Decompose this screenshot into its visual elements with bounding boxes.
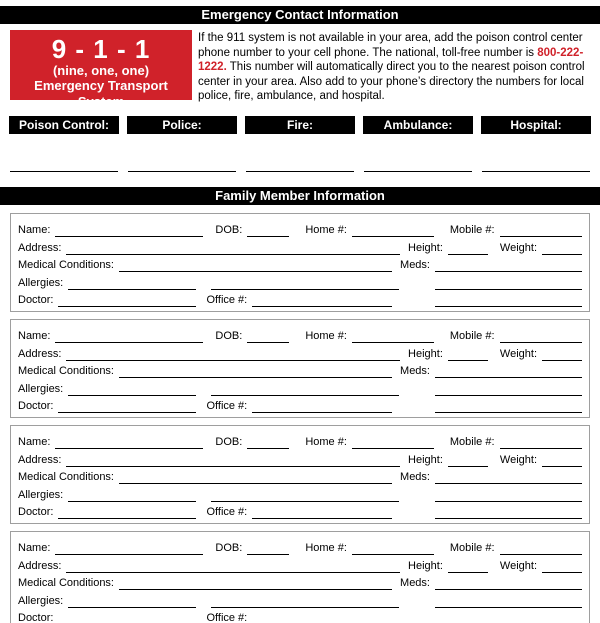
address-blank-line (66, 561, 400, 573)
allergies-label: Allergies: (18, 276, 64, 289)
address-label: Address: (18, 559, 62, 572)
member-row-doctor (18, 502, 582, 519)
address-blank-line (66, 349, 400, 361)
allergies-blank-line (68, 384, 196, 396)
mobile-phone-label: Mobile #: (449, 330, 495, 343)
label-hospital: Hospital: (481, 116, 591, 134)
medical-conditions-blank-line (119, 578, 392, 590)
height-label: Height: (408, 241, 443, 254)
mobile-phone-label: Mobile #: (449, 436, 495, 449)
doctor-label: Doctor: (18, 293, 54, 306)
meds-label: Meds: (400, 259, 430, 272)
weight-blank-line (542, 349, 582, 361)
home-phone-blank-line (352, 543, 434, 555)
dob-label: DOB: (215, 224, 243, 237)
name-blank-line (55, 331, 203, 343)
911-code-words: (nine, one, one) (52, 63, 150, 78)
allergies-label: Allergies: (18, 382, 64, 395)
home-phone-blank-line (352, 437, 434, 449)
emergency-contacts-labels (9, 116, 591, 134)
allergies-label: Allergies: (18, 594, 64, 607)
label-ambulance: Ambulance: (363, 116, 473, 134)
height-blank-line (448, 243, 488, 255)
doctor-blank-line (58, 401, 196, 413)
911-code: 9 - 1 - 1 (51, 34, 151, 64)
doctor-blank-line (58, 507, 196, 519)
dob-blank-line (247, 543, 289, 555)
allergies-continuation-line (211, 384, 399, 396)
member-row-address (18, 343, 582, 360)
office-phone-label: Office #: (206, 611, 248, 623)
poison-control-paragraph (198, 30, 590, 104)
office-phone-blank-line (252, 507, 392, 519)
allergies-blank-line (68, 490, 196, 502)
home-phone-blank-line (352, 225, 434, 237)
name-blank-line (55, 225, 203, 237)
weight-label: Weight: (499, 453, 537, 466)
label-police: Police: (127, 116, 237, 134)
medical-conditions-label: Medical Conditions: (18, 471, 114, 484)
height-label: Height: (408, 453, 443, 466)
name-blank-line (55, 437, 203, 449)
mobile-phone-blank-line (500, 225, 582, 237)
dob-label: DOB: (215, 330, 243, 343)
member-row-medical (18, 467, 582, 484)
poison-control-phone-number: 800-222-1222. (198, 46, 584, 74)
meds-blank-line (435, 472, 582, 484)
meds-continuation-line-2 (435, 613, 582, 623)
name-label: Name: (18, 436, 51, 449)
meds-blank-line (435, 260, 582, 272)
weight-label: Weight: (499, 559, 537, 572)
medical-conditions-label: Medical Conditions: (18, 577, 114, 590)
member-row-address (18, 555, 582, 572)
meds-continuation-line-2 (435, 507, 582, 519)
address-blank-line (66, 243, 400, 255)
mobile-phone-blank-line (500, 543, 582, 555)
member-row-address (18, 449, 582, 466)
height-label: Height: (408, 347, 443, 360)
height-label: Height: (408, 559, 443, 572)
dob-blank-line (247, 225, 289, 237)
medical-conditions-label: Medical Conditions: (18, 259, 114, 272)
member-row-allergies (18, 378, 582, 395)
doctor-label: Doctor: (18, 611, 54, 623)
ambulance-blank-line (364, 158, 472, 172)
medical-conditions-blank-line (119, 472, 392, 484)
weight-blank-line (542, 455, 582, 467)
member-row-doctor (18, 608, 582, 623)
dob-label: DOB: (215, 542, 243, 555)
family-member-card (10, 531, 590, 623)
doctor-blank-line (58, 613, 196, 623)
weight-blank-line (542, 561, 582, 573)
section-header-emergency: Emergency Contact Information (0, 6, 600, 24)
height-blank-line (448, 455, 488, 467)
height-blank-line (448, 561, 488, 573)
home-phone-label: Home #: (305, 224, 347, 237)
doctor-label: Doctor: (18, 505, 54, 518)
member-row-doctor (18, 396, 582, 413)
medical-conditions-blank-line (119, 260, 392, 272)
member-row-name (18, 326, 582, 343)
height-blank-line (448, 349, 488, 361)
member-row-medical (18, 255, 582, 272)
member-row-name (18, 538, 582, 555)
dob-label: DOB: (215, 436, 243, 449)
doctor-blank-line (58, 295, 196, 307)
meds-label: Meds: (400, 471, 430, 484)
dob-blank-line (247, 437, 289, 449)
family-member-card (10, 213, 590, 312)
office-phone-blank-line (252, 401, 392, 413)
member-row-allergies (18, 484, 582, 501)
meds-label: Meds: (400, 365, 430, 378)
emergency-contacts-blank-lines (10, 158, 590, 173)
label-poison-control: Poison Control: (9, 116, 119, 134)
allergies-continuation-line (211, 490, 399, 502)
name-label: Name: (18, 330, 51, 343)
home-phone-label: Home #: (305, 330, 347, 343)
meds-blank-line (435, 366, 582, 378)
mobile-phone-label: Mobile #: (449, 542, 495, 555)
doctor-label: Doctor: (18, 399, 54, 412)
weight-blank-line (542, 243, 582, 255)
medical-conditions-label: Medical Conditions: (18, 365, 114, 378)
allergies-continuation-line (211, 278, 399, 290)
home-phone-blank-line (352, 331, 434, 343)
weight-label: Weight: (499, 347, 537, 360)
allergies-blank-line (68, 596, 196, 608)
office-phone-label: Office #: (206, 505, 248, 518)
address-label: Address: (18, 347, 62, 360)
office-phone-label: Office #: (206, 399, 248, 412)
member-row-address (18, 237, 582, 254)
office-phone-label: Office #: (206, 293, 248, 306)
meds-continuation-line (435, 384, 582, 396)
office-phone-blank-line (252, 613, 392, 623)
meds-continuation-line (435, 278, 582, 290)
address-label: Address: (18, 241, 62, 254)
meds-continuation-line-2 (435, 401, 582, 413)
meds-blank-line (435, 578, 582, 590)
dob-blank-line (247, 331, 289, 343)
mobile-phone-blank-line (500, 331, 582, 343)
member-row-name (18, 220, 582, 237)
medical-conditions-blank-line (119, 366, 392, 378)
family-member-card (10, 425, 590, 524)
meds-continuation-line (435, 490, 582, 502)
name-label: Name: (18, 224, 51, 237)
address-blank-line (66, 455, 400, 467)
allergies-label: Allergies: (18, 488, 64, 501)
mobile-phone-label: Mobile #: (449, 224, 495, 237)
911-caption: Emergency Transport System (34, 78, 168, 109)
office-phone-blank-line (252, 295, 392, 307)
paragraph-text-after: This number will automatically direct you to the nearest poison control center in your area. Also add to your phone’s directory the numbers for local police, fire, ambulance, and hospital. (198, 61, 585, 103)
section-header-family: Family Member Information (0, 187, 600, 205)
family-members-list (10, 213, 590, 623)
police-blank-line (128, 158, 236, 172)
emergency-info-section (10, 30, 590, 109)
address-label: Address: (18, 453, 62, 466)
weight-label: Weight: (499, 241, 537, 254)
home-phone-label: Home #: (305, 436, 347, 449)
member-row-medical (18, 361, 582, 378)
meds-continuation-line (435, 596, 582, 608)
mobile-phone-blank-line (500, 437, 582, 449)
fire-blank-line (246, 158, 354, 172)
allergies-blank-line (68, 278, 196, 290)
member-row-doctor (18, 290, 582, 307)
paragraph-text-before: If the 911 system is not available in your area, add the poison control center phone number to your cell phone. The national, toll-free number is (198, 32, 583, 59)
member-row-allergies (18, 590, 582, 607)
name-label: Name: (18, 542, 51, 555)
allergies-continuation-line (211, 596, 399, 608)
hospital-blank-line (482, 158, 590, 172)
member-row-medical (18, 573, 582, 590)
member-row-allergies (18, 272, 582, 289)
meds-label: Meds: (400, 577, 430, 590)
member-row-name (18, 432, 582, 449)
home-phone-label: Home #: (305, 542, 347, 555)
911-red-box (10, 30, 192, 109)
meds-continuation-line-2 (435, 295, 582, 307)
poison-control-blank-line (10, 158, 118, 172)
family-section-wrap (0, 187, 600, 205)
name-blank-line (55, 543, 203, 555)
label-fire: Fire: (245, 116, 355, 134)
family-member-card (10, 319, 590, 418)
